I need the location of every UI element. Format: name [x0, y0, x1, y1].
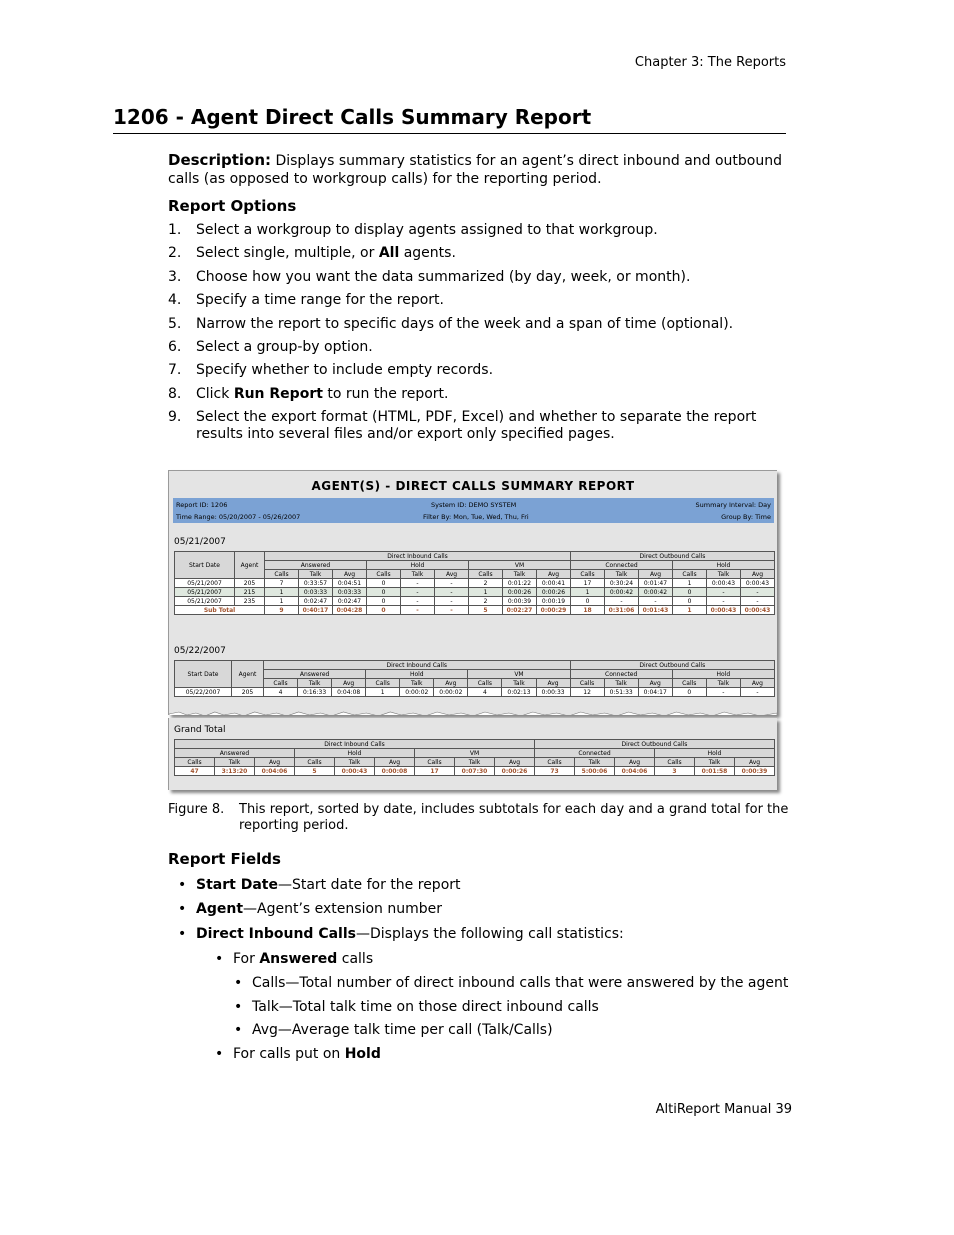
- field-desc: —Agent’s extension number: [243, 901, 442, 917]
- col-talk: Talk: [215, 758, 255, 767]
- step-number: 1.: [168, 222, 182, 238]
- cell: 18: [571, 606, 605, 615]
- col-avg: Avg: [537, 570, 571, 579]
- col-start-date: Start Date: [175, 552, 235, 579]
- col-avg: Avg: [333, 570, 367, 579]
- col-hold-out: Hold: [672, 670, 774, 679]
- cell: -: [435, 579, 469, 588]
- col-calls: Calls: [469, 570, 503, 579]
- step-number: 7.: [168, 362, 182, 379]
- field-item: • Direct Inbound Calls—Displays the following call statistics:: [178, 926, 624, 942]
- cell: 1: [673, 606, 707, 615]
- answered-detail-item: • Talk—Total talk time on those direct inbound calls: [234, 999, 599, 1015]
- cell: 205: [235, 579, 265, 588]
- cell: -: [435, 597, 469, 606]
- table-subtotal-day1: [175, 606, 775, 615]
- cell: 0: [571, 597, 605, 606]
- cell: 0:00:02: [400, 688, 434, 697]
- col-calls: Calls: [295, 758, 335, 767]
- cell: 73: [535, 767, 575, 776]
- col-answered: Answered: [175, 749, 295, 758]
- col-vm: VM: [415, 749, 535, 758]
- step-number: 4.: [168, 292, 182, 309]
- cell: 4: [264, 688, 298, 697]
- step-number: 5.: [168, 315, 182, 332]
- cell: 0:00:19: [537, 597, 571, 606]
- cell: 0:00:39: [735, 767, 775, 776]
- grand-total-table: [174, 739, 775, 776]
- sub-item-post: calls: [337, 951, 374, 967]
- step-text-end: to run the report.: [322, 385, 449, 402]
- step-text: Choose how you want the data summarized (by day, week, or month).: [196, 268, 691, 285]
- cell: -: [435, 606, 469, 615]
- cell: 0:02:47: [299, 597, 333, 606]
- cell: 0:00:43: [707, 606, 741, 615]
- grand-total-body: [175, 767, 775, 776]
- cell: 4: [468, 688, 502, 697]
- cell: 3: [655, 767, 695, 776]
- step-item: [168, 269, 788, 286]
- summary-interval: Summary Interval: Day: [695, 501, 771, 509]
- detail-text: Avg—Average talk time per call (Talk/Calls): [252, 1022, 553, 1038]
- cell: -: [639, 597, 673, 606]
- col-calls: Calls: [535, 758, 575, 767]
- col-group-inbound: Direct Inbound Calls: [265, 552, 571, 561]
- table-row: [175, 597, 775, 606]
- col-vm: VM: [468, 670, 570, 679]
- cell: 12: [570, 688, 604, 697]
- cell: 1: [265, 597, 299, 606]
- cell: 0:00:42: [639, 588, 673, 597]
- cell: -: [740, 688, 774, 697]
- step-number: 9.: [168, 409, 182, 426]
- cell: 205: [232, 688, 264, 697]
- col-talk: Talk: [299, 570, 333, 579]
- cell: 0: [672, 688, 706, 697]
- col-talk: Talk: [503, 570, 537, 579]
- cell: 0:07:30: [455, 767, 495, 776]
- cell: -: [401, 579, 435, 588]
- col-group-outbound: Direct Outbound Calls: [570, 661, 774, 670]
- col-talk: Talk: [604, 679, 638, 688]
- step-item: [168, 222, 788, 239]
- cell: 0:31:06: [605, 606, 639, 615]
- step-item: [168, 245, 788, 262]
- detail-text: Calls—Total number of direct inbound calls that were answered by the agent: [252, 975, 789, 991]
- cell: 0:02:27: [503, 606, 537, 615]
- step-text: Narrow the report to specific days of the week and a span of time (optional).: [196, 315, 734, 332]
- cell: 0:03:33: [333, 588, 367, 597]
- cell: -: [741, 597, 775, 606]
- time-range: Time Range: 05/20/2007 - 05/26/2007: [176, 513, 301, 521]
- col-avg: Avg: [536, 679, 570, 688]
- col-calls: Calls: [570, 679, 604, 688]
- cell: 0:01:47: [639, 579, 673, 588]
- step-number: 2.: [168, 245, 182, 262]
- cell: -: [435, 588, 469, 597]
- report-id: Report ID: 1206: [176, 501, 228, 509]
- col-talk: Talk: [502, 679, 536, 688]
- col-hold: Hold: [295, 749, 415, 758]
- cell: 5: [295, 767, 335, 776]
- col-calls: Calls: [265, 570, 299, 579]
- col-calls: Calls: [655, 758, 695, 767]
- col-answered: Answered: [265, 561, 367, 570]
- col-avg: Avg: [740, 679, 774, 688]
- col-hold-out: Hold: [655, 749, 775, 758]
- cell: 0: [673, 588, 707, 597]
- col-talk: Talk: [455, 758, 495, 767]
- report-options-heading: Report Options: [168, 197, 297, 215]
- col-avg: Avg: [638, 679, 672, 688]
- cell: 1: [673, 579, 707, 588]
- step-bold: Run Report: [233, 385, 323, 402]
- cell: 17: [571, 579, 605, 588]
- report-grand-total-panel: [168, 718, 777, 790]
- cell: 05/22/2007: [175, 688, 232, 697]
- step-bold: All: [378, 245, 400, 262]
- cell: 1: [571, 588, 605, 597]
- col-connected: Connected: [535, 749, 655, 758]
- cell: 0:30:24: [605, 579, 639, 588]
- system-id: System ID: DEMO SYSTEM: [431, 501, 517, 509]
- report-info-bar: [173, 498, 774, 523]
- col-avg: Avg: [615, 758, 655, 767]
- col-talk: Talk: [400, 679, 434, 688]
- step-text: Select single, multiple, or: [196, 245, 379, 262]
- cell: 1: [469, 588, 503, 597]
- cell: 05/21/2007: [175, 579, 235, 588]
- cell: 5:00:06: [575, 767, 615, 776]
- step-text: Specify whether to include empty records.: [196, 362, 494, 379]
- col-talk: Talk: [707, 570, 741, 579]
- cell: -: [401, 606, 435, 615]
- cell: 0:00:43: [335, 767, 375, 776]
- cell: 0:16:33: [298, 688, 332, 697]
- subtotal-row: [175, 606, 775, 615]
- field-item: • Start Date—Start date for the report: [178, 877, 461, 893]
- cell: 0:00:41: [537, 579, 571, 588]
- step-text: Select a group-by option.: [196, 338, 373, 355]
- answered-detail-item: • Avg—Average talk time per call (Talk/Calls): [234, 1022, 553, 1038]
- cell: 0:00:26: [495, 767, 535, 776]
- field-desc: —Start date for the report: [277, 877, 461, 893]
- field-name: Direct Inbound Calls: [196, 926, 356, 942]
- step-text: Specify a time range for the report.: [196, 292, 444, 309]
- report-table-day1: [174, 551, 775, 615]
- cell: 0:40:17: [299, 606, 333, 615]
- step-number: 3.: [168, 268, 182, 285]
- sub-item-pre: For calls put on: [233, 1046, 345, 1062]
- col-calls: Calls: [367, 570, 401, 579]
- figure-caption-text: This report, sorted by date, includes subtotals for each day and a grand total for the reporting period.: [239, 802, 789, 833]
- cell: 0:00:08: [375, 767, 415, 776]
- col-calls: Calls: [415, 758, 455, 767]
- cell: 0:00:39: [503, 597, 537, 606]
- figure-label: Figure 8.: [168, 802, 225, 817]
- cell: 0:00:29: [537, 606, 571, 615]
- cell: 0:00:33: [536, 688, 570, 697]
- col-calls: Calls: [571, 570, 605, 579]
- cell: -: [707, 588, 741, 597]
- cell: 215: [235, 588, 265, 597]
- step-item: [168, 386, 788, 403]
- col-agent: Agent: [232, 661, 264, 688]
- cell: 2: [469, 597, 503, 606]
- field-desc: —Displays the following call statistics:: [355, 926, 624, 942]
- cell: 0:02:13: [502, 688, 536, 697]
- cell: 0:04:28: [333, 606, 367, 615]
- step-number: 6.: [168, 338, 182, 355]
- cell: 0:33:57: [299, 579, 333, 588]
- cell: -: [706, 688, 740, 697]
- col-avg: Avg: [434, 679, 468, 688]
- cell: 0:00:43: [741, 606, 775, 615]
- cell: 0:04:51: [333, 579, 367, 588]
- col-talk: Talk: [695, 758, 735, 767]
- table-row: [175, 579, 775, 588]
- col-avg: Avg: [332, 679, 366, 688]
- cell: 0:00:42: [605, 588, 639, 597]
- report-table-day2: [174, 660, 775, 697]
- cell: 3:13:20: [215, 767, 255, 776]
- col-group-outbound: Direct Outbound Calls: [535, 740, 775, 749]
- col-calls: Calls: [175, 758, 215, 767]
- col-calls: Calls: [468, 679, 502, 688]
- grand-total-row: [175, 767, 775, 776]
- step-item: [168, 362, 788, 379]
- description-label: Description:: [168, 151, 272, 169]
- cell: -: [605, 597, 639, 606]
- cell: 0:04:17: [638, 688, 672, 697]
- cell: 1: [265, 588, 299, 597]
- cell: 0: [367, 606, 401, 615]
- col-connected: Connected: [571, 561, 673, 570]
- cell: 0: [367, 597, 401, 606]
- section-date: 05/22/2007: [174, 646, 226, 656]
- group-by: Group By: Time: [721, 513, 771, 521]
- cell: 0:00:26: [537, 588, 571, 597]
- col-talk: Talk: [575, 758, 615, 767]
- col-calls: Calls: [672, 679, 706, 688]
- answered-detail-item: • Calls—Total number of direct inbound calls that were answered by the agent: [234, 975, 789, 991]
- cell: 0:02:47: [333, 597, 367, 606]
- filter-by: Filter By: Mon, Tue, Wed, Thu, Fri: [423, 513, 529, 521]
- step-text: Click: [196, 385, 234, 402]
- col-calls: Calls: [366, 679, 400, 688]
- sub-item-pre: For: [233, 951, 260, 967]
- table-row: [175, 588, 775, 597]
- col-hold-out: Hold: [673, 561, 775, 570]
- col-connected: Connected: [570, 670, 672, 679]
- step-item: [168, 292, 788, 309]
- cell: 2: [469, 579, 503, 588]
- cell: 0: [367, 579, 401, 588]
- field-name: Agent: [196, 901, 244, 917]
- detail-text: Talk—Total talk time on those direct inbound calls: [252, 999, 599, 1015]
- col-agent: Agent: [235, 552, 265, 579]
- col-avg: Avg: [735, 758, 775, 767]
- cell: -: [401, 588, 435, 597]
- cell: 0:00:02: [434, 688, 468, 697]
- cell: 0: [367, 588, 401, 597]
- col-group-outbound: Direct Outbound Calls: [571, 552, 775, 561]
- col-talk: Talk: [298, 679, 332, 688]
- cell: 1: [366, 688, 400, 697]
- page-title: 1206 - Agent Direct Calls Summary Report: [113, 105, 786, 134]
- chapter-header: Chapter 3: The Reports: [634, 55, 786, 70]
- description-text: Displays summary statistics for an agent’s direct inbound and outbound calls (as opposed to workgroup calls) for the reporting period.: [168, 153, 782, 187]
- col-talk: Talk: [706, 679, 740, 688]
- col-talk: Talk: [605, 570, 639, 579]
- col-calls: Calls: [673, 570, 707, 579]
- col-avg: Avg: [435, 570, 469, 579]
- cell: 0:04:08: [332, 688, 366, 697]
- cell: 5: [469, 606, 503, 615]
- cell: 0:00:26: [503, 588, 537, 597]
- col-avg: Avg: [741, 570, 775, 579]
- col-avg: Avg: [639, 570, 673, 579]
- col-avg: Avg: [255, 758, 295, 767]
- grand-total-label: Grand Total: [174, 725, 226, 735]
- report-main-panel: [168, 470, 777, 715]
- report-title: AGENT(S) - DIRECT CALLS SUMMARY REPORT: [311, 479, 635, 493]
- step-text-end: agents.: [399, 245, 456, 262]
- cell: -: [707, 597, 741, 606]
- torn-edge: [169, 711, 777, 715]
- step-item: [168, 316, 788, 333]
- cell: 0:00:43: [741, 579, 775, 588]
- cell: -: [741, 588, 775, 597]
- sub-item-bold: Answered: [259, 951, 338, 967]
- table-body-day2: [175, 688, 775, 697]
- report-options-list: [168, 222, 788, 450]
- report-figure: [168, 470, 778, 792]
- col-calls: Calls: [264, 679, 298, 688]
- col-vm: VM: [469, 561, 571, 570]
- cell: 05/21/2007: [175, 588, 235, 597]
- cell: 0:01:43: [639, 606, 673, 615]
- col-hold: Hold: [367, 561, 469, 570]
- col-answered: Answered: [264, 670, 366, 679]
- step-text: Select a workgroup to display agents assigned to that workgroup.: [196, 222, 658, 238]
- cell: 17: [415, 767, 455, 776]
- step-number: 8.: [168, 385, 182, 402]
- cell: 0:01:58: [695, 767, 735, 776]
- table-body-day1: [175, 579, 775, 606]
- cell: 0:00:43: [707, 579, 741, 588]
- col-talk: Talk: [401, 570, 435, 579]
- col-talk: Talk: [335, 758, 375, 767]
- sub-item-hold: • For calls put on Hold: [215, 1046, 381, 1062]
- cell: 9: [265, 606, 299, 615]
- report-fields-heading: Report Fields: [168, 850, 281, 868]
- col-group-inbound: Direct Inbound Calls: [175, 740, 535, 749]
- col-group-inbound: Direct Inbound Calls: [264, 661, 571, 670]
- page-footer: AltiReport Manual 39: [655, 1102, 792, 1117]
- table-row: [175, 688, 775, 697]
- cell: 0:04:06: [615, 767, 655, 776]
- cell: 0:51:33: [604, 688, 638, 697]
- step-item: [168, 409, 788, 443]
- field-item: • Agent—Agent’s extension number: [178, 901, 442, 917]
- description: [168, 151, 788, 188]
- section-date: 05/21/2007: [174, 537, 226, 547]
- step-item: [168, 339, 788, 356]
- cell: 47: [175, 767, 215, 776]
- cell: 0: [673, 597, 707, 606]
- cell: -: [401, 597, 435, 606]
- cell: 05/21/2007: [175, 597, 235, 606]
- col-hold: Hold: [366, 670, 468, 679]
- cell: 0:04:06: [255, 767, 295, 776]
- field-name: Start Date: [196, 877, 278, 893]
- col-start-date: Start Date: [175, 661, 232, 688]
- cell: 235: [235, 597, 265, 606]
- sub-item-answered: • For Answered calls: [215, 951, 374, 967]
- cell: 0:03:33: [299, 588, 333, 597]
- col-avg: Avg: [495, 758, 535, 767]
- sub-item-bold: Hold: [344, 1046, 381, 1062]
- cell: Sub Total: [175, 606, 265, 615]
- cell: 0:01:22: [503, 579, 537, 588]
- step-text: Select the export format (HTML, PDF, Excel) and whether to separate the report results into several files and/or export only specified pages.: [196, 409, 757, 443]
- cell: 7: [265, 579, 299, 588]
- col-avg: Avg: [375, 758, 415, 767]
